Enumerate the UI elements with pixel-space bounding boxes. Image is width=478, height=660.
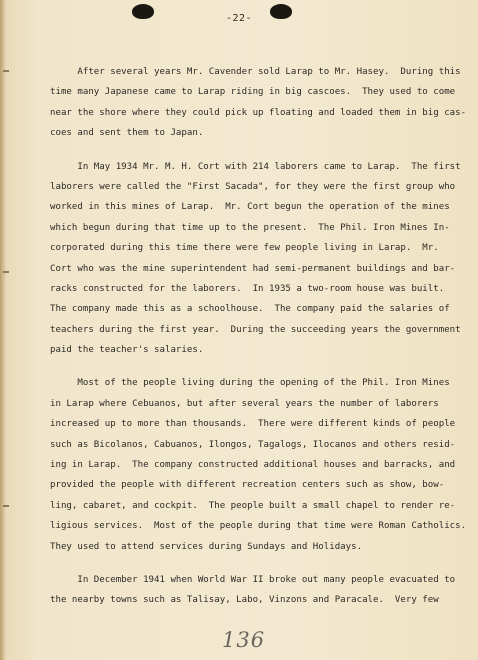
text-line: corporated during this time there were few people living in Larap. Mr. — [50, 243, 439, 254]
text-line: The company made this as a schoolhouse. The company paid the salaries of — [50, 304, 450, 315]
text-line: ligious services. Most of the people during that time were Roman Catholics. — [50, 521, 467, 532]
text-line: near the shore where they could pick up floating and loaded them in big cas- — [50, 107, 467, 118]
text-line: time many Japanese came to Larap riding in big cascoes. They used to come — [50, 87, 456, 98]
text-line: laborers were called the "First Sacada", for they were the first group who — [50, 181, 456, 192]
text-line: teachers during the first year. During the succeeding years the government — [50, 324, 461, 335]
text-line: which begun during that time up to the present. The Phil. Iron Mines In- — [50, 222, 450, 233]
paragraph-gap — [50, 360, 442, 373]
margin-mark — [3, 505, 9, 507]
paragraph-gap — [50, 144, 442, 157]
page-edge-shadow — [0, 0, 6, 660]
paragraph — [50, 373, 467, 557]
paragraph — [50, 62, 467, 144]
text-line: increased up to more than thousands. There were different kinds of people — [50, 419, 456, 430]
text-line: in Larap where Cebuanos, but after several years the number of laborers — [50, 398, 439, 409]
text-line: the nearby towns such as Talisay, Labo, Vinzons and Paracale. Very few — [50, 595, 439, 606]
text-line: coes and sent them to Japan. — [50, 128, 204, 139]
paragraph — [50, 157, 461, 361]
handwritten-page-number: 136 — [222, 628, 266, 652]
text-line: Cort who was the mine superintendent had semi-permanent buildings and bar- — [50, 263, 456, 274]
text-line: racks constructed for the laborers. In 1935 a two-room house was built. — [50, 283, 445, 294]
margin-mark — [3, 271, 9, 273]
paragraph — [50, 570, 456, 611]
text-line: such as Bicolanos, Cabuanos, Ilongos, Tagalogs, Ilocanos and others resid- — [50, 439, 456, 450]
text-line: ling, cabaret, and cockpit. The people built a small chapel to render re- — [50, 500, 456, 511]
body-text — [50, 62, 467, 611]
text-line: worked in this mines of Larap. Mr. Cort begun the operation of the mines — [50, 202, 450, 213]
text-line: In May 1934 Mr. M. H. Cort with 214 laborers came to Larap. The first — [50, 161, 461, 172]
text-line: paid the teacher's salaries. — [50, 345, 204, 356]
text-line: In December 1941 when World War II broke out many people evacuated to — [50, 574, 456, 585]
text-line: provided the people with different recreation centers such as show, bow- — [50, 480, 445, 491]
text-line: After several years Mr. Cavender sold Larap to Mr. Hasey. During this — [50, 67, 461, 77]
paragraph-gap — [50, 557, 442, 570]
margin-mark — [3, 70, 9, 72]
page-number: -22- — [225, 13, 253, 24]
text-line: Most of the people living during the opening of the Phil. Iron Mines — [50, 378, 450, 389]
text-line: They used to attend services during Sundays and Holidays. — [50, 541, 363, 552]
text-line: ing in Larap. The company constructed additional houses and barracks, and — [50, 460, 456, 471]
